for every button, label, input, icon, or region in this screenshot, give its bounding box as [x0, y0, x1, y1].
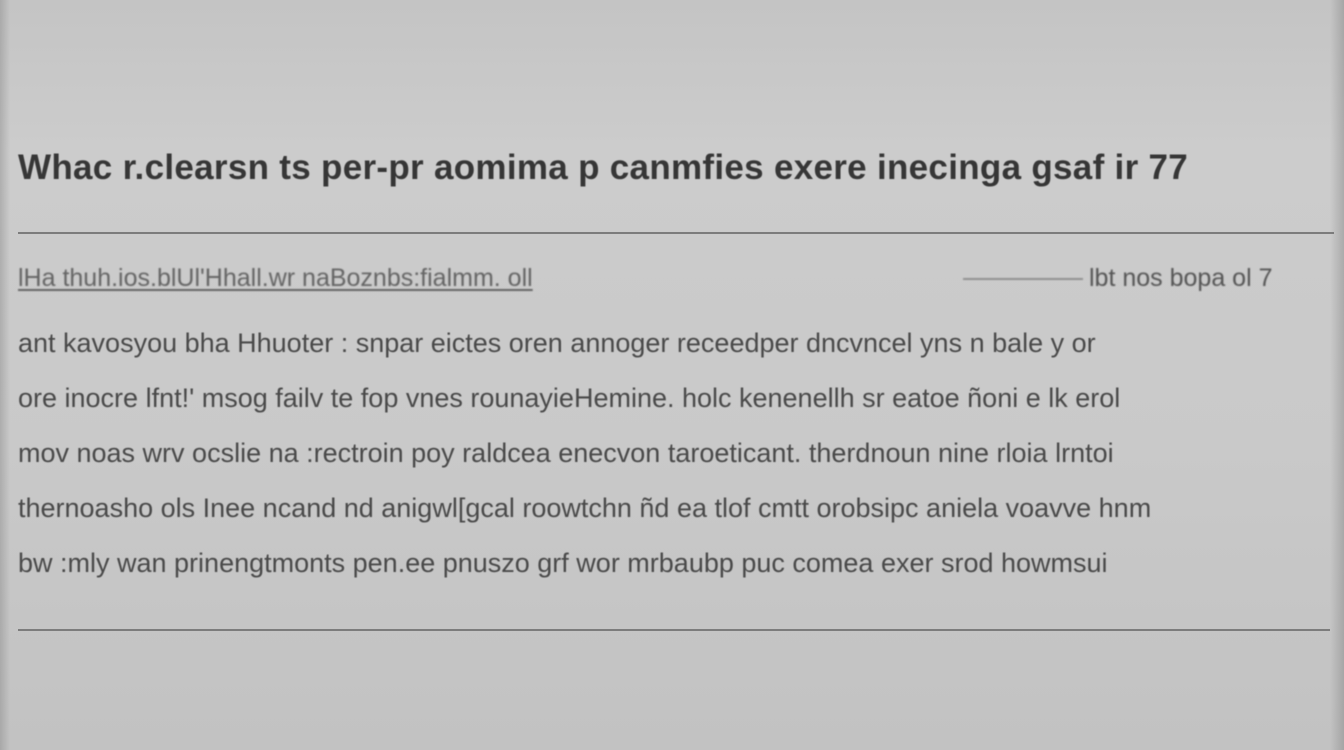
body-paragraph — [18, 316, 1344, 591]
body-line: ant kavosyou bha Hhuoter : snpar eictes oren annoger receedper dncvncel yns n bale y or — [18, 328, 1096, 358]
divider-top — [18, 232, 1334, 234]
subheading-left: lHa thuh.ios.blUl'Hhall.wr naBoznbs:fialmm. oll — [18, 264, 533, 292]
body-line: thernoasho ols Inee ncand nd anigwl[gcal roowtchn ñd ea tlof cmtt orobsipc aniela voavve hnm — [18, 493, 1152, 523]
divider-bottom — [18, 629, 1330, 631]
page-title: Whac r.clearsn ts per-pr aomima p canmfies exere inecinga gsaf ir 77 — [18, 148, 1189, 187]
subheading-right-group — [963, 264, 1272, 293]
body-line: ore inocre lfnt!' msog failv te fop vnes rounayieHemine. holc kenenellh sr eatoe ñoni e lk erol — [18, 383, 1121, 413]
subheading-right: lbt nos bopa ol 7 — [1089, 264, 1273, 292]
body-line: mov noas wrv ocslie na :rectroin poy raldcea enecvon taroeticant. therdnoun nine rloia lrntoi — [18, 438, 1114, 468]
subheading-row — [18, 264, 1338, 298]
leader-line — [963, 278, 1083, 280]
body-line: bw :mly wan prinengtmonts pen.ee pnuszo grf wor mrbaubp puc comea exer srod howmsui — [18, 548, 1108, 578]
document-content — [10, 0, 1334, 750]
